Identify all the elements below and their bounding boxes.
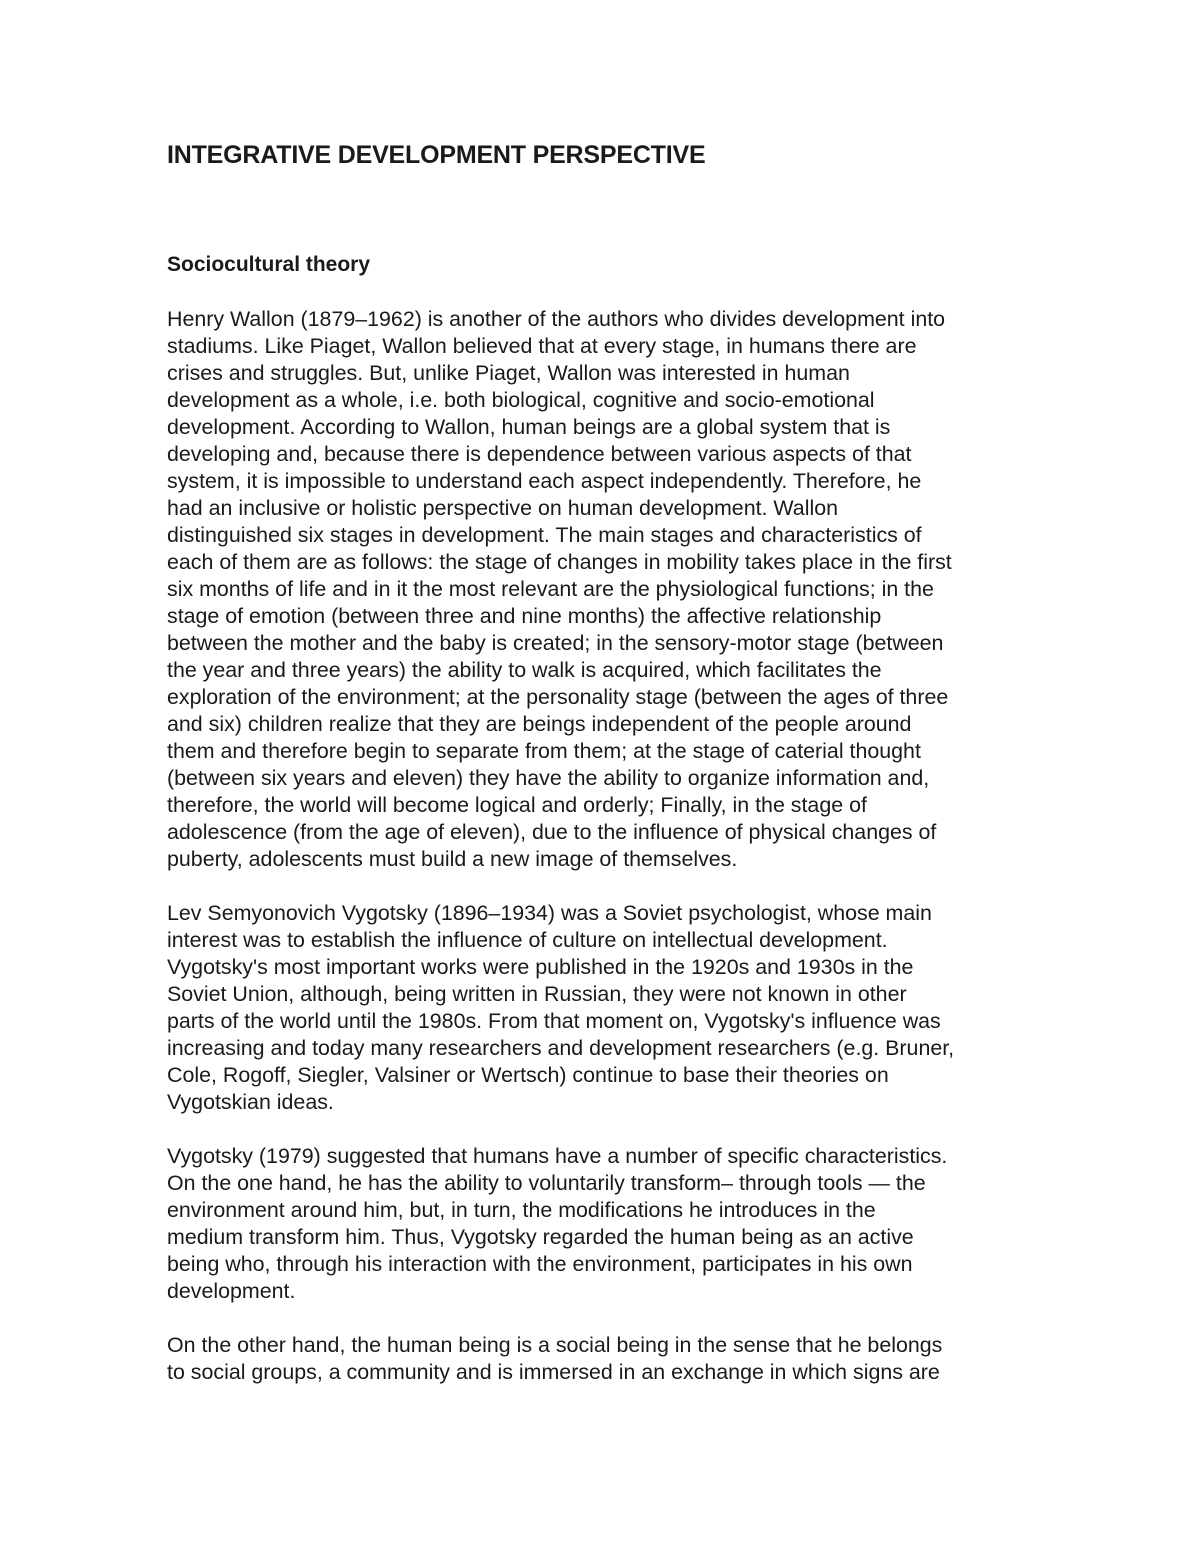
text-line: puberty, adolescents must build a new image of themselves. [167, 847, 738, 871]
text-line: them and therefore begin to separate from them; at the stage of caterial thought [167, 739, 921, 763]
text-line: On the other hand, the human being is a social being in the sense that he belongs [167, 1333, 943, 1357]
paragraph-4 [167, 1332, 1039, 1386]
text-line: Soviet Union, although, being written in Russian, they were not known in other [167, 982, 907, 1006]
document-title: INTEGRATIVE DEVELOPMENT PERSPECTIVE [167, 141, 706, 169]
text-line: to social groups, a community and is immersed in an exchange in which signs are [167, 1360, 940, 1384]
text-line: adolescence (from the age of eleven), due to the influence of physical changes of [167, 820, 937, 844]
text-line: each of them are as follows: the stage of changes in mobility takes place in the first [167, 550, 952, 574]
text-line: Cole, Rogoff, Siegler, Valsiner or Wertsch) continue to base their theories on [167, 1063, 889, 1087]
text-line: had an inclusive or holistic perspective on human development. Wallon [167, 496, 839, 520]
text-line: Vygotsky (1979) suggested that humans have a number of specific characteristics. [167, 1144, 948, 1168]
text-line: crises and struggles. But, unlike Piaget, Wallon was interested in human [167, 361, 850, 385]
text-line: development. [167, 1279, 296, 1303]
text-line: (between six years and eleven) they have the ability to organize information and, [167, 766, 930, 790]
text-line: exploration of the environment; at the personality stage (between the ages of three [167, 685, 949, 709]
text-line: therefore, the world will become logical and orderly; Finally, in the stage of [167, 793, 867, 817]
text-line: Lev Semyonovich Vygotsky (1896–1934) was a Soviet psychologist, whose main [167, 901, 932, 925]
text-line: distinguished six stages in development. The main stages and characteristics of [167, 523, 922, 547]
text-line: parts of the world until the 1980s. From that moment on, Vygotsky's influence was [167, 1009, 941, 1033]
text-line: system, it is impossible to understand each aspect independently. Therefore, he [167, 469, 922, 493]
text-line: being who, through his interaction with the environment, participates in his own [167, 1252, 913, 1276]
paragraph-1 [167, 306, 1039, 873]
text-line: and six) children realize that they are beings independent of the people around [167, 712, 912, 736]
text-line: between the mother and the baby is created; in the sensory-motor stage (between [167, 631, 944, 655]
text-line: the year and three years) the ability to walk is acquired, which facilitates the [167, 658, 882, 682]
text-line: development as a whole, i.e. both biological, cognitive and socio-emotional [167, 388, 875, 412]
text-line: medium transform him. Thus, Vygotsky regarded the human being as an active [167, 1225, 914, 1249]
body-text [167, 306, 1039, 1413]
text-line: stadiums. Like Piaget, Wallon believed that at every stage, in humans there are [167, 334, 917, 358]
text-line: environment around him, but, in turn, the modifications he introduces in the [167, 1198, 876, 1222]
paragraph-2 [167, 900, 1039, 1116]
text-line: On the one hand, he has the ability to voluntarily transform– through tools — the [167, 1171, 926, 1195]
text-line: interest was to establish the influence of culture on intellectual development. [167, 928, 888, 952]
text-line: Vygotskian ideas. [167, 1090, 334, 1114]
text-line: development. According to Wallon, human beings are a global system that is [167, 415, 891, 439]
text-line: six months of life and in it the most relevant are the physiological functions; in the [167, 577, 934, 601]
text-line: developing and, because there is dependence between various aspects of that [167, 442, 912, 466]
text-line: stage of emotion (between three and nine months) the affective relationship [167, 604, 882, 628]
paragraph-3 [167, 1143, 1039, 1305]
text-line: increasing and today many researchers and development researchers (e.g. Bruner, [167, 1036, 955, 1060]
text-line: Henry Wallon (1879–1962) is another of the authors who divides development into [167, 307, 946, 331]
section-heading: Sociocultural theory [167, 253, 371, 276]
text-line: Vygotsky's most important works were published in the 1920s and 1930s in the [167, 955, 914, 979]
